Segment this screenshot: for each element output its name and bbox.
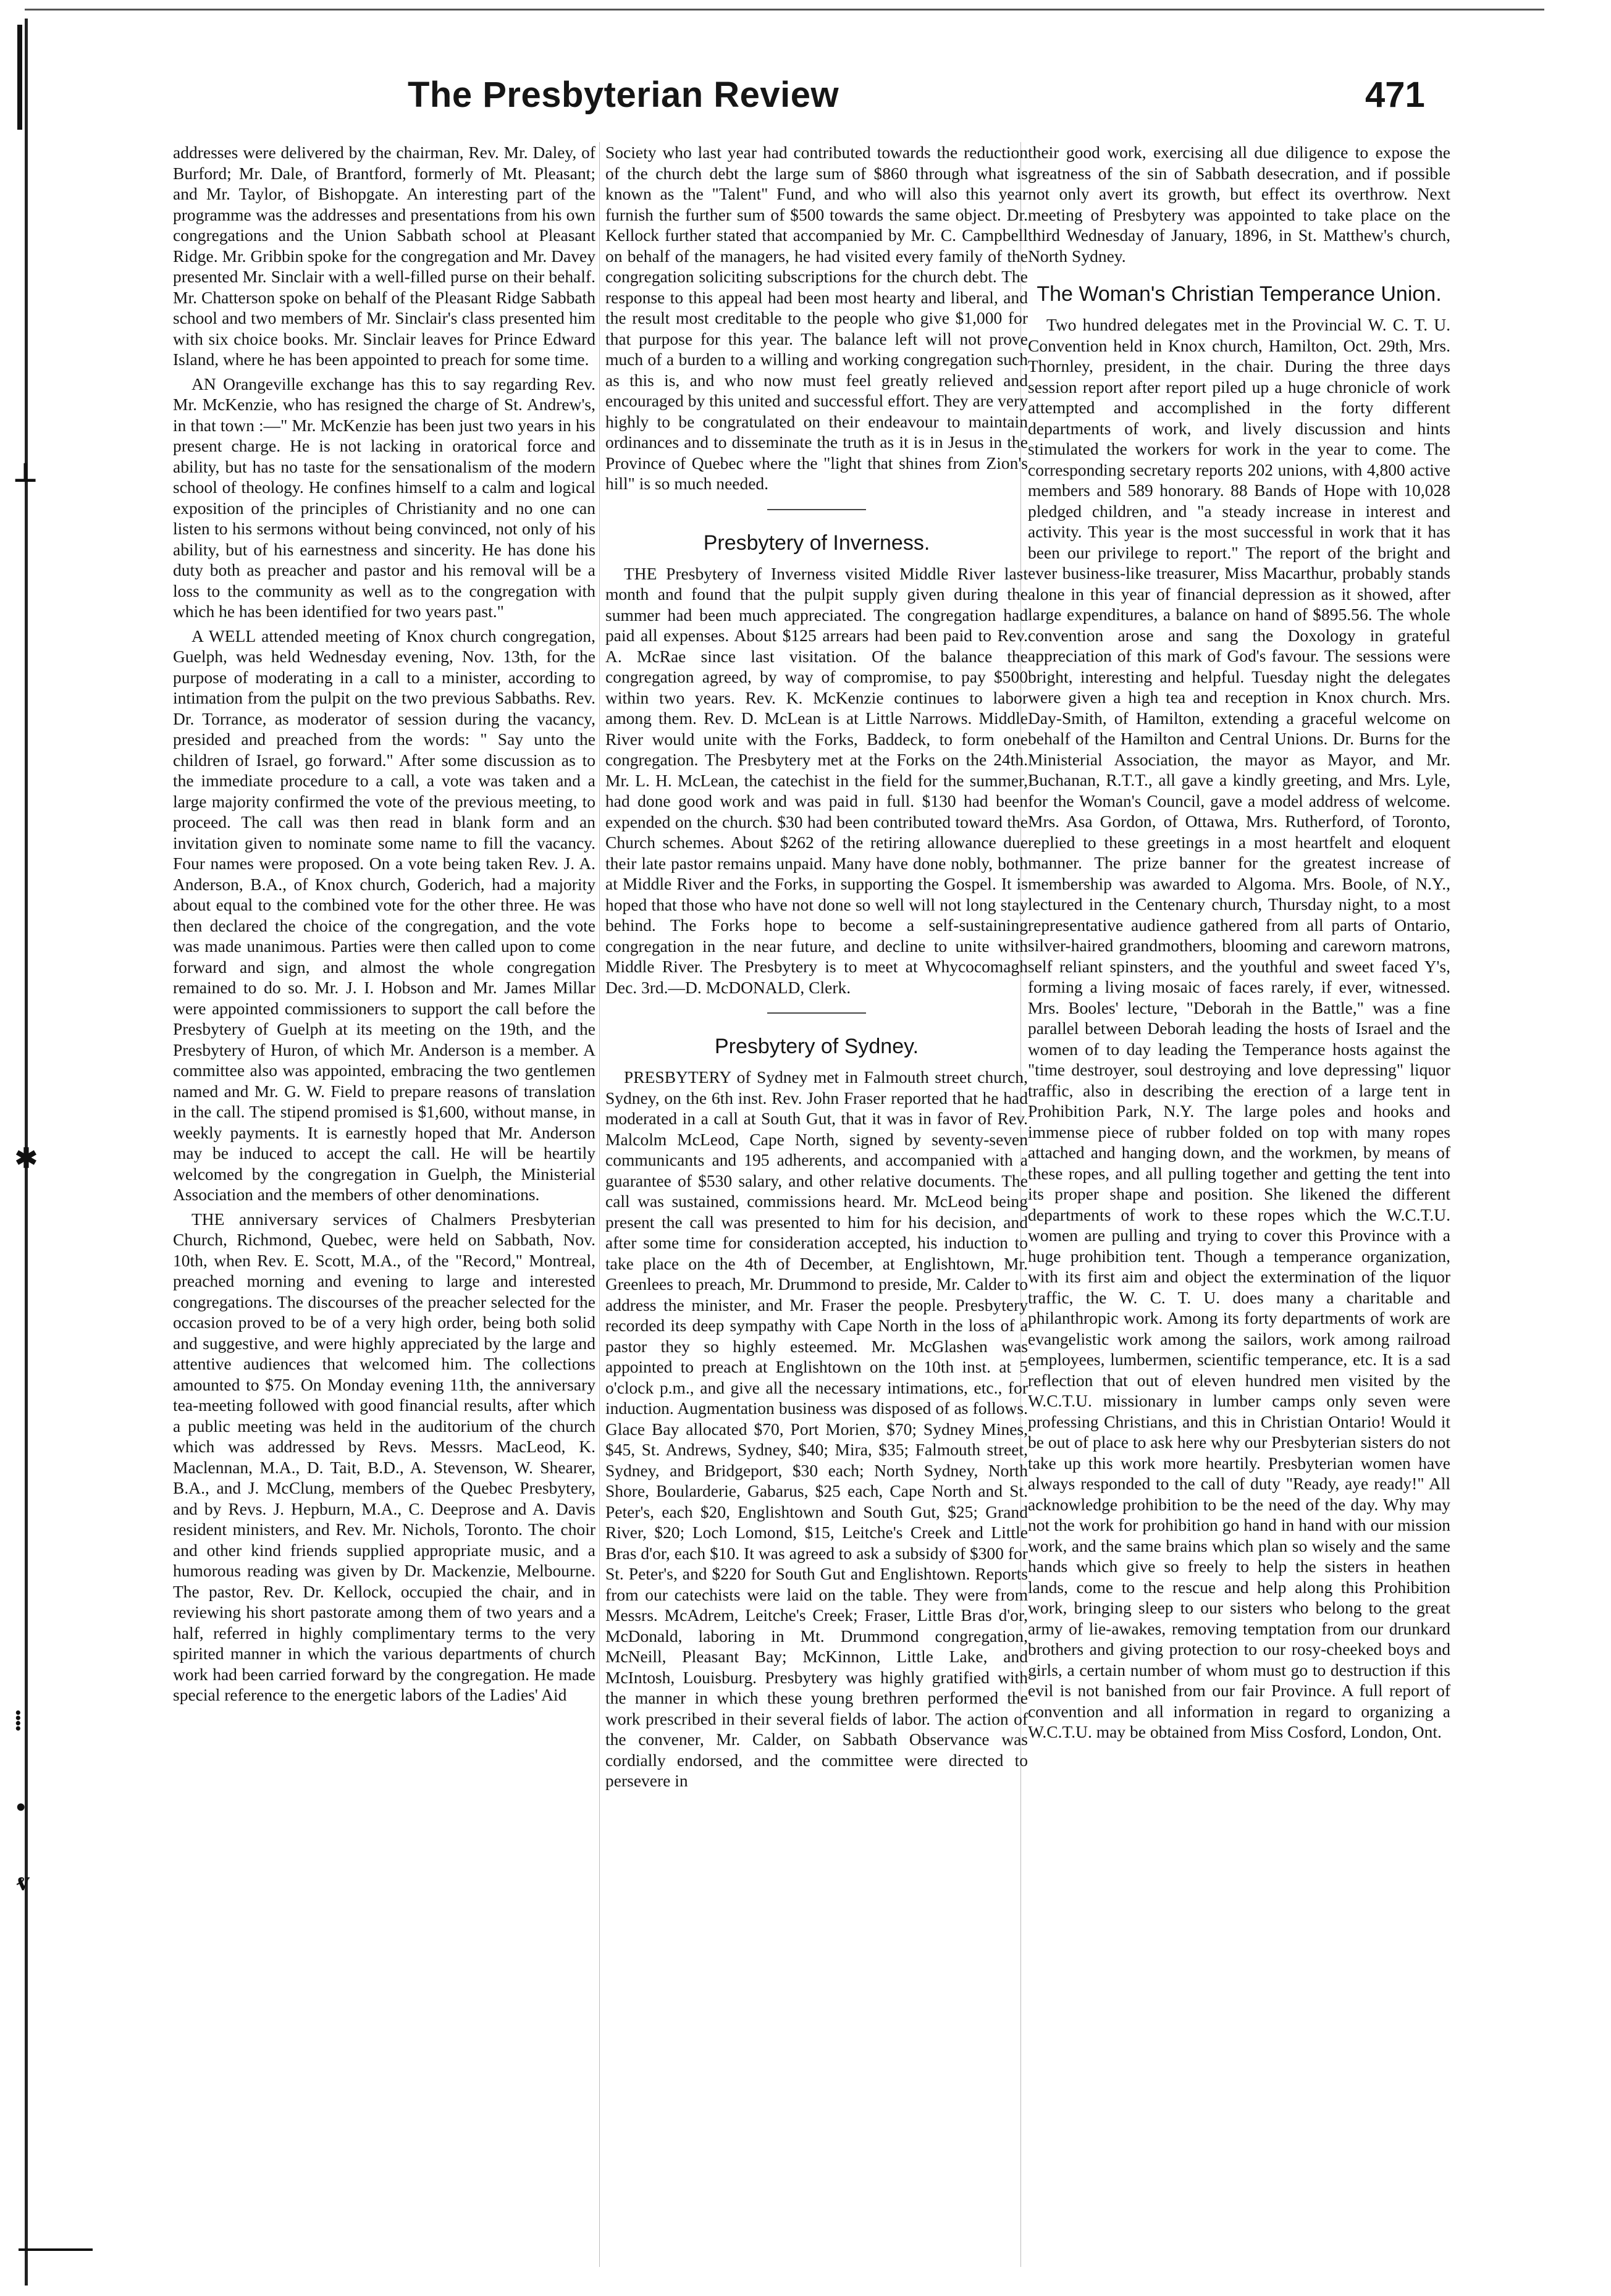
section-heading: The Woman's Christian Temperance Union. [1037, 282, 1442, 306]
article-paragraph: A WELL attended meeting of Knox church congregation, Guelph, was held Wednesday evening, Nov. 13th, for the purpose of moderating in a call to a minister, according to intimation from the pulpit on the two previous Sabbaths. Rev. Dr. Torrance, as moderator of session during the vacancy, presided and preached from the words: " Say unto the children of Israel, go forward." After some discussion as to the immediate procedure to a call, a vote was taken and a large majority confirmed the vote of the previous meeting, to proceed. The call was then read in blank form and an invitation given to nominate some name to fill the vacancy. Four names were proposed. On a vote being taken Rev. J. A. Anderson, B.A., of Knox church, Goderich, had a majority about equal to the combined vote for the other three. He was then declared the choice of the congregation, and the vote was made unanimous. Parties were then called upon to come forward and sign, and almost the whole congregation remained to do so. Mr. J. I. Hobson and Mr. James Millar were appointed commissioners to support the call before the Presbytery of Guelph at its meeting on the 19th, and the Presbytery of Huron, of which Mr. Anderson is a member. A committee also was appointed, embracing the two gentlemen named and Mr. G. W. Field to prepare reasons of translation in the call. The stipend promised is $1,600, without manse, in weekly payments. It is earnestly hoped that Mr. Anderson may be induced to accept the call. He will be heartily welcomed by the congregation in Guelph, the Ministerial Association and the members of other denominations. [173, 626, 595, 1204]
article-paragraph: THE anniversary services of Chalmers Presbyterian Church, Richmond, Quebec, were held on Sabbath, Nov. 10th, when Rev. E. Scott, M.A., of the "Record," Montreal, preached morning and evening to large and interested congregations. The discourses of the preacher selected for the occasion proved to be of a very high order, being both solid and suggestive, and were highly appreciated by the large and attentive audiences that welcomed him. The collections amounted to $75. On Monday evening 11th, the anniversary tea-meeting followed with good financial results, after which a public meeting was held in the auditorium of the church which was addressed by Revs. Messrs. MacLeod, K. Maclennan, M.A., D. Tait, B.D., A. Stevenson, W. Shearer, B.A., and J. McClung, members of the Quebec Presbytery, and by Revs. J. Hepburn, M.A., C. Deeprose and A. Davis resident ministers, and Rev. Mr. Nichols, Toronto. The choir and other kind friends supplied appropriate music, and a humorous reading was given by Dr. Mackenzie, Melbourne. The pastor, Rev. Dr. Kellock, occupied the chair, and in reviewing his short pastorate among them of two years and a half, referred in highly complimentary terms to the very spirited manner in which the various departments of church work had been carried forward by the congregation. He made special reference to the energetic labors of the Ladies' Aid [173, 1209, 595, 1704]
section-heading: Presbytery of Sydney. [714, 1035, 919, 1058]
article-paragraph: addresses were delivered by the chairman, Rev. Mr. Daley, of Burford; Mr. Dale, of Brantford, formerly of Mt. Pleasant; and Mr. Taylor, of Bishopgate. An interesting part of the programme was the addresses and presentations from his own congregations and the Union Sabbath school at Pleasant Ridge. Mr. Gribbin spoke for the congregation and Mr. Davey presented Mr. Sinclair with a well-filled purse on their behalf. Mr. Chatterson spoke on behalf of the Pleasant Ridge Sabbath school and two members of Mr. Sinclair's class presented him with six choice books. Mr. Sinclair leaves for Prince Edward Island, where he has been appointed to preach for some time. [173, 143, 595, 369]
article-paragraph: THE Presbytery of Inverness visited Middle River last month and found that the pulpit supply given during the summer had been much appreciated. The congregation had paid all expenses. About $125 arrears had been paid to Rev. A. McRae since last visitation. Of the balance the congregation agreed, by way of compromise, to pay $500 within two years. Rev. K. McKenzie continues to labor among them. Rev. D. McLean is at Little Narrows. Middle River would unite with the Forks, Baddeck, to form one congregation. The Presbytery met at the Forks on the 24th. Mr. L. H. McLean, the catechist in the field for the summer, had done good work and was paid in full. $130 had been expended on the church. $30 had been contributed toward the Church schemes. About $262 of the retiring allowance due their late pastor remains unpaid. Many have done nobly, both at Middle River and the Forks, in supporting the Gospel. It is hoped that those who have not done so well will not long stay behind. The Forks hope to become a self-sustaining congregation in the near future, and decline to unite with Middle River. The Presbytery is to meet at Whycocomagh Dec. 3rd.—D. McDONALD, Clerk. [605, 563, 1028, 997]
margin-ink-mark: • [16, 1792, 26, 1822]
section-divider [767, 509, 866, 510]
margin-ink-mark: ⱴ [16, 1866, 30, 1896]
article-paragraph: AN Orangeville exchange has this to say regarding Rev. Mr. McKenzie, who has resigned the charge of St. Andrew's, in that town :—" Mr. McKenzie has been just two years in his present charge. He is not lacking in oratorical force and ability, but has no taste for the sensationalism of the modern school of theology. He confines himself to a calm and logical exposition of the principles of Christianity and no one can listen to his sermons without being convinced, not only of his ability, but of his earnestness and sincerity. He has done his duty both as preacher and pastor and his removal will be a loss to the community as well as to the congregation with which he has been identified for two years past." [173, 374, 595, 621]
margin-ink-mark [19, 2248, 93, 2251]
masthead [0, 74, 1611, 136]
top-edge-rule [25, 9, 1544, 11]
column-separator [599, 142, 600, 2267]
article-paragraph: Two hundred delegates met in the Provincial W. C. T. U. Convention held in Knox church, Hamilton, Oct. 29th, Mrs. Thornley, president, in the chair. During the three days session report after report piled up a huge chronicle of work attempted and accomplished in the forty different departments of work, and lively discussion and hints stimulated the workers for work in the year to come. The corresponding secretary reports 202 unions, with 4,800 active members and 589 honorary. 88 Bands of Hope with 10,028 pledged children, and "a steady increase in interest and activity. This year is the most successful in work that it has been our privilege to report." The report of the bright and ever business-like treasurer, Miss Macarthur, probably stands alone in this year of financial depression as it showed, after large expenditures, a balance on hand of $895.56. The whole convention arose and sang the Doxology in grateful appreciation of this mark of God's favour. The sessions were bright, interesting and helpful. Tuesday night the delegates were given a high tea and reception in Knox church. Mrs. Day-Smith, of Hamilton, extending a graceful welcome on behalf of the Hamilton and Central Unions. Dr. Burns for the Ministerial Association, the mayor as Mayor, and Mr. Buchanan, R.T.T., all gave a kindly greeting, and Mrs. Lyle, for the Woman's Council, gave a model address of welcome. Mrs. Asa Gordon, of Ottawa, Mrs. Rutherford, of Toronto, replied to these greetings in a most heartfelt and eloquent manner. The prize banner for the greatest increase of membership was awarded to Algoma. Mrs. Boole, of N.Y., lectured in the Centenary church, Thursday night, to a most representative audience gathered from all parts of Ontario, silver-haired grandmothers, blooming and careworn matrons, self reliant spinsters, and the youthful and sweet faced Y's, forming a living mosaic of faces rarely, if ever, witnessed. Mrs. Booles' lecture, "Deborah in the Battle," was a fine parallel between Deborah leading the hosts of Israel and the women of to day leading the Temperance hosts against the "time destroyer, soul destroying and love depressing" liquor traffic, also in describing the erection of a large tent in Prohibition Park, N.Y. The large poles and hooks and immense piece of rubber folded on top with many ropes attached and hanging down, and the workmen, by means of these ropes, and all pulling together and getting the tent into its proper shape and position. She likened the different departments of work to these ropes which the W.C.T.U. women are pulling and trying to cover this Province with a huge prohibition tent. Though a temperance organization, with its first aim and object the extermination of the liquor traffic, the W. C. T. U. does many a charitable and philanthropic work. Among its forty departments of work are evangelistic work among the sailors, work among railroad employees, lumbermen, scientific temperance, etc. It is a sad reflection that out of eleven hundred men visited by the W.C.T.U. missionary in lumber camps only seven were professing Christians, and this in Christian Ontario! Would it be out of place to ask here why our Presbyterian sisters do not take up this work more heartily. Presbyterian women have always responded to the call of duty "Ready, aye ready!" All acknowledge prohibition to be the need of the day. Why may not the work for prohibition go hand in hand with our mission work, and the same brains which plan so wisely and the same hands which give so freely to help the sisters in heathen lands, come to the rescue and help along this Prohibition work, bringing sleep to our sisters who belong to the great army of lie-awakes, removing temptation from our drunkard brothers and giving protection to our rosy-cheeked boys and girls, a certain number of whom must go to destruction if this evil is not banished from our fair Province. A full report of convention and all information in regard to organizing a W.C.T.U. may be obtained from Miss Cosford, London, Ont. [1028, 315, 1450, 1741]
column-right [1028, 142, 1450, 2267]
article-paragraph: Society who last year had contributed towards the reduction of the church debt the large sum of $860 through what is known as the "Talent" Fund, and who will also this year furnish the further sum of $500 towards the same object. Dr. Kellock further stated that accompanied by Mr. C. Campbell on behalf of the managers, he had visited every family of the congregation soliciting subscriptions for the church debt. The response to this appeal had been most hearty and liberal, and the result most creditable to the people who give $1,000 for that purpose for this year. The balance left will not prove much of a burden to a willing and working congregation such as this is, and who now must feel greatly relieved and encouraged by this united and successful effort. They are very highly to be congratulated on their endeavour to maintain ordinances and to disseminate the truth as it is in Jesus in the Province of Quebec where the "light that shines from Zion's hill" is so much needed. [605, 143, 1028, 493]
margin-ink-mark: ⁞ [14, 1705, 23, 1736]
page-number: 471 [1365, 75, 1425, 115]
margin-ink-mark: ✱ [15, 1143, 38, 1174]
article-paragraph: their good work, exercising all due diligence to expose the greatness of the sin of Sabbath desecration, and if possible not only avert its growth, but effect its overthrow. Next meeting of Presbytery was appointed to take place on the third Wednesday of January, 1896, in St. Matthew's church, North Sydney. [1028, 143, 1450, 266]
section-divider [767, 1012, 866, 1014]
column-left [173, 142, 595, 2267]
margin-ink-mark: ⊥ [12, 458, 39, 488]
article-paragraph: PRESBYTERY of Sydney met in Falmouth street church, Sydney, on the 6th inst. Rev. John Fraser reported that he had moderated in a call at South Gut, that it was in favor of Rev. Malcolm McLeod, Cape North, signed by seventy-seven communicants and 195 adherents, and accompanied with a guarantee of $530 salary, and other relative documents. The call was sustained, commissions heard. Mr. McLeod being present the call was presented to him for his decision, and after some time for consideration accepted, his induction to take place on the 4th of December, at Englishtown, Mr. Greenlees to preach, Mr. Drummond to preside, Mr. Calder to address the minister, and Mr. Fraser the people. Presbytery recorded its deep sympathy with Cape North in the loss of a pastor they so highly esteemed. Mr. McGlashen was appointed to preach at Englishtown on the 10th inst. at 5 o'clock p.m., and give all the necessary intimations, etc., for induction. Augmentation business was disposed of as follows. Glace Bay allocated $70, Port Morien, $70; Sydney Mines, $45, St. Andrews, Sydney, $40; Mira, $35; Falmouth street, Sydney, and Bridgeport, $30 each; North Sydney, North Shore, Boularderie, Gabarus, $25 each, Cape North and St. Peter's, each $20, Englishtown and South Gut, $25; Grand River, $20; Loch Lomond, $15, Leitche's Creek and Little Bras d'or, each $10. It was agreed to ask a subsidy of $300 for St. Peter's, and $220 for South Gut and Englishtown. Reports from our catechists were laid on the table. They were from Messrs. McAdrem, Leitche's Creek; Fraser, Little Bras d'or, McDonald, laboring in Mt. Drummond congregation, McNeill, Pleasant Bay; McKinnon, Little Lake, and McIntosh, Louisburg. Presbytery was highly gratified with the manner in which these young brethren performed the work prescribed in their several fields of labor. The action of the convener, Mr. Calder, on Sabbath Observance was cordially endorsed, and the committee were directed to persevere in [605, 1067, 1028, 1790]
publication-title: The Presbyterian Review [408, 75, 839, 115]
column-middle [605, 142, 1028, 2267]
section-heading: Presbytery of Inverness. [703, 531, 930, 555]
